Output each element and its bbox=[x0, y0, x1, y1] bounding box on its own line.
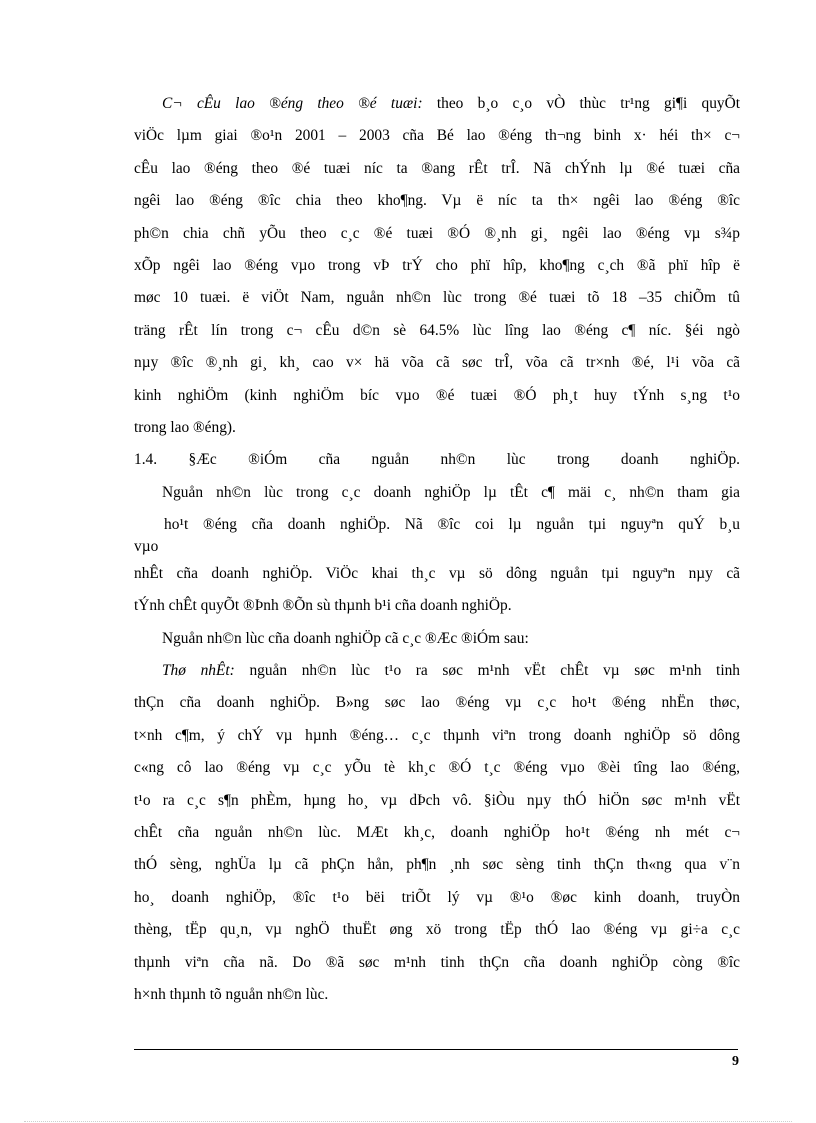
paragraph-line: ph©n chia chñ yÕu theo c¸c ®é tuæi ®Ó ®¸nh gi¸ ngêi lao ®éng vµ s¾p bbox=[134, 224, 740, 242]
paragraph-line: ho¹t ®éng cña doanh nghiÖp. Nã ®îc coi lµ nguån tµi nguyªn quÝ b¸u bbox=[164, 516, 740, 534]
paragraph-line: chÊt cña nguån nh©n lùc. MÆt kh¸c, doanh nghiÖp ho¹t ®éng nh mét c¬ bbox=[134, 823, 740, 841]
paragraph-line: c«ng cô lao ®éng vµ c¸c yÕu tè kh¸c ®Ó t¸c ®éng vµo ®èi tîng lao ®éng, bbox=[134, 759, 740, 777]
paragraph-line: ngêi lao ®éng ®îc chia theo kho¶ng. Vµ ë níc ta th× ngêi lao ®éng ®îc bbox=[134, 192, 740, 210]
paragraph-line: thÇn cña doanh nghiÖp. B»ng søc lao ®éng vµ c¸c ho¹t ®éng nhËn thøc, bbox=[134, 694, 740, 712]
paragraph-age-structure-line-1: C¬ cÊu lao ®éng theo ®é tuæi: theo b¸o c¸o vÒ thùc tr¹ng gi¶i quyÕt bbox=[162, 95, 740, 112]
paragraph-line: kinh nghiÖm (kinh nghiÖm bíc vµo ®é tuæi ®Ó ph¸t huy tÝnh s¸ng t¹o bbox=[134, 386, 740, 404]
paragraph-line: thµnh viªn cña nã. Do ®ã søc m¹nh tinh thÇn cña doanh nghiÖp còng ®îc bbox=[134, 953, 740, 971]
first-feature-lead: Thø nhÊt: bbox=[162, 661, 235, 679]
paragraph-features-intro: Nguån nh©n lùc cña doanh nghiÖp cã c¸c ®Æc ®iÓm sau: bbox=[162, 629, 529, 647]
paragraph-line: cÊu lao ®éng theo ®é tuæi níc ta ®ang rÊt trÎ. Nã chÝnh lµ ®é tuæi cña bbox=[134, 159, 740, 177]
footer-rule bbox=[134, 1049, 738, 1050]
paragraph-line: møc 10 tuæi. ë viÖt Nam, nguån nh©n lùc trong ®é tuæi tõ 18 –35 chiÕm tû bbox=[134, 289, 740, 307]
paragraph-line: trong lao ®éng). bbox=[134, 419, 236, 437]
paragraph-line: nµy ®îc ®¸nh gi¸ kh¸ cao v× hä võa cã søc trÎ, võa cã tr×nh ®é, l¹i võa cã bbox=[134, 354, 740, 372]
page-number: 9 bbox=[732, 1054, 739, 1069]
paragraph-line: t×nh c¶m, ý chÝ vµ hµnh ®éng… c¸c thµnh viªn trong doanh nghiÖp sö dông bbox=[134, 726, 740, 744]
paragraph-line: thÓ sèng, nghÜa lµ cã phÇn hån, ph¶n ¸nh søc sèng tinh thÇn th«ng qua v¨n bbox=[134, 856, 740, 874]
paragraph-line: Nguån nh©n lùc trong c¸c doanh nghiÖp lµ tÊt c¶ mäi c¸ nh©n tham gia bbox=[162, 483, 740, 501]
page-body bbox=[134, 88, 740, 1011]
age-structure-lead: C¬ cÊu lao ®éng theo ®é tuæi: bbox=[162, 95, 423, 112]
section-heading: 1.4. §Æc ®iÓm cña nguån nh©n lùc trong doanh nghiÖp. bbox=[134, 451, 740, 469]
paragraph-line: vµo bbox=[134, 537, 159, 555]
paragraph-line: thèng, tËp qu¸n, vµ nghÖ thuËt øng xö trong tËp thÓ lao ®éng vµ gi÷a c¸c bbox=[134, 921, 740, 939]
page-edge-divider bbox=[24, 1121, 792, 1122]
paragraph-line: träng rÊt lín trong c¬ cÊu d©n sè 64.5% lùc lîng lao ®éng c¶ níc. §éi ngò bbox=[134, 321, 740, 339]
paragraph-line: t¹o ra c¸c s¶n phÈm, hµng ho¸ vµ dÞch vô. §iÒu nµy thÓ hiÖn søc m¹nh vËt bbox=[134, 791, 740, 809]
paragraph-line: viÖc lµm giai ®o¹n 2001 – 2003 cña Bé lao ®éng th¬ng binh x· héi th× c¬ bbox=[134, 127, 740, 145]
paragraph-line: nhÊt cña doanh nghiÖp. ViÖc khai th¸c vµ sö dông nguån tµi nguyªn nµy cã bbox=[134, 564, 740, 582]
paragraph-first-feature-line-1: Thø nhÊt: nguån nh©n lùc t¹o ra søc m¹nh vËt chÊt vµ søc m¹nh tinh bbox=[162, 661, 740, 679]
paragraph-line: h×nh thµnh tõ nguån nh©n lùc. bbox=[134, 985, 329, 1003]
paragraph-line: ho¸ doanh nghiÖp, ®îc t¹o bëi triÕt lý vµ ®¹o ®øc kinh doanh, truyÒn bbox=[134, 888, 740, 906]
paragraph-line: tÝnh chÊt quyÕt ®Þnh ®Õn sù thµnh b¹i cña doanh nghiÖp. bbox=[134, 597, 512, 615]
paragraph-line: xÕp ngêi lao ®éng vµo trong vÞ trÝ cho phï hîp, kho¶ng c¸ch ®ã phï hîp ë bbox=[134, 257, 740, 275]
